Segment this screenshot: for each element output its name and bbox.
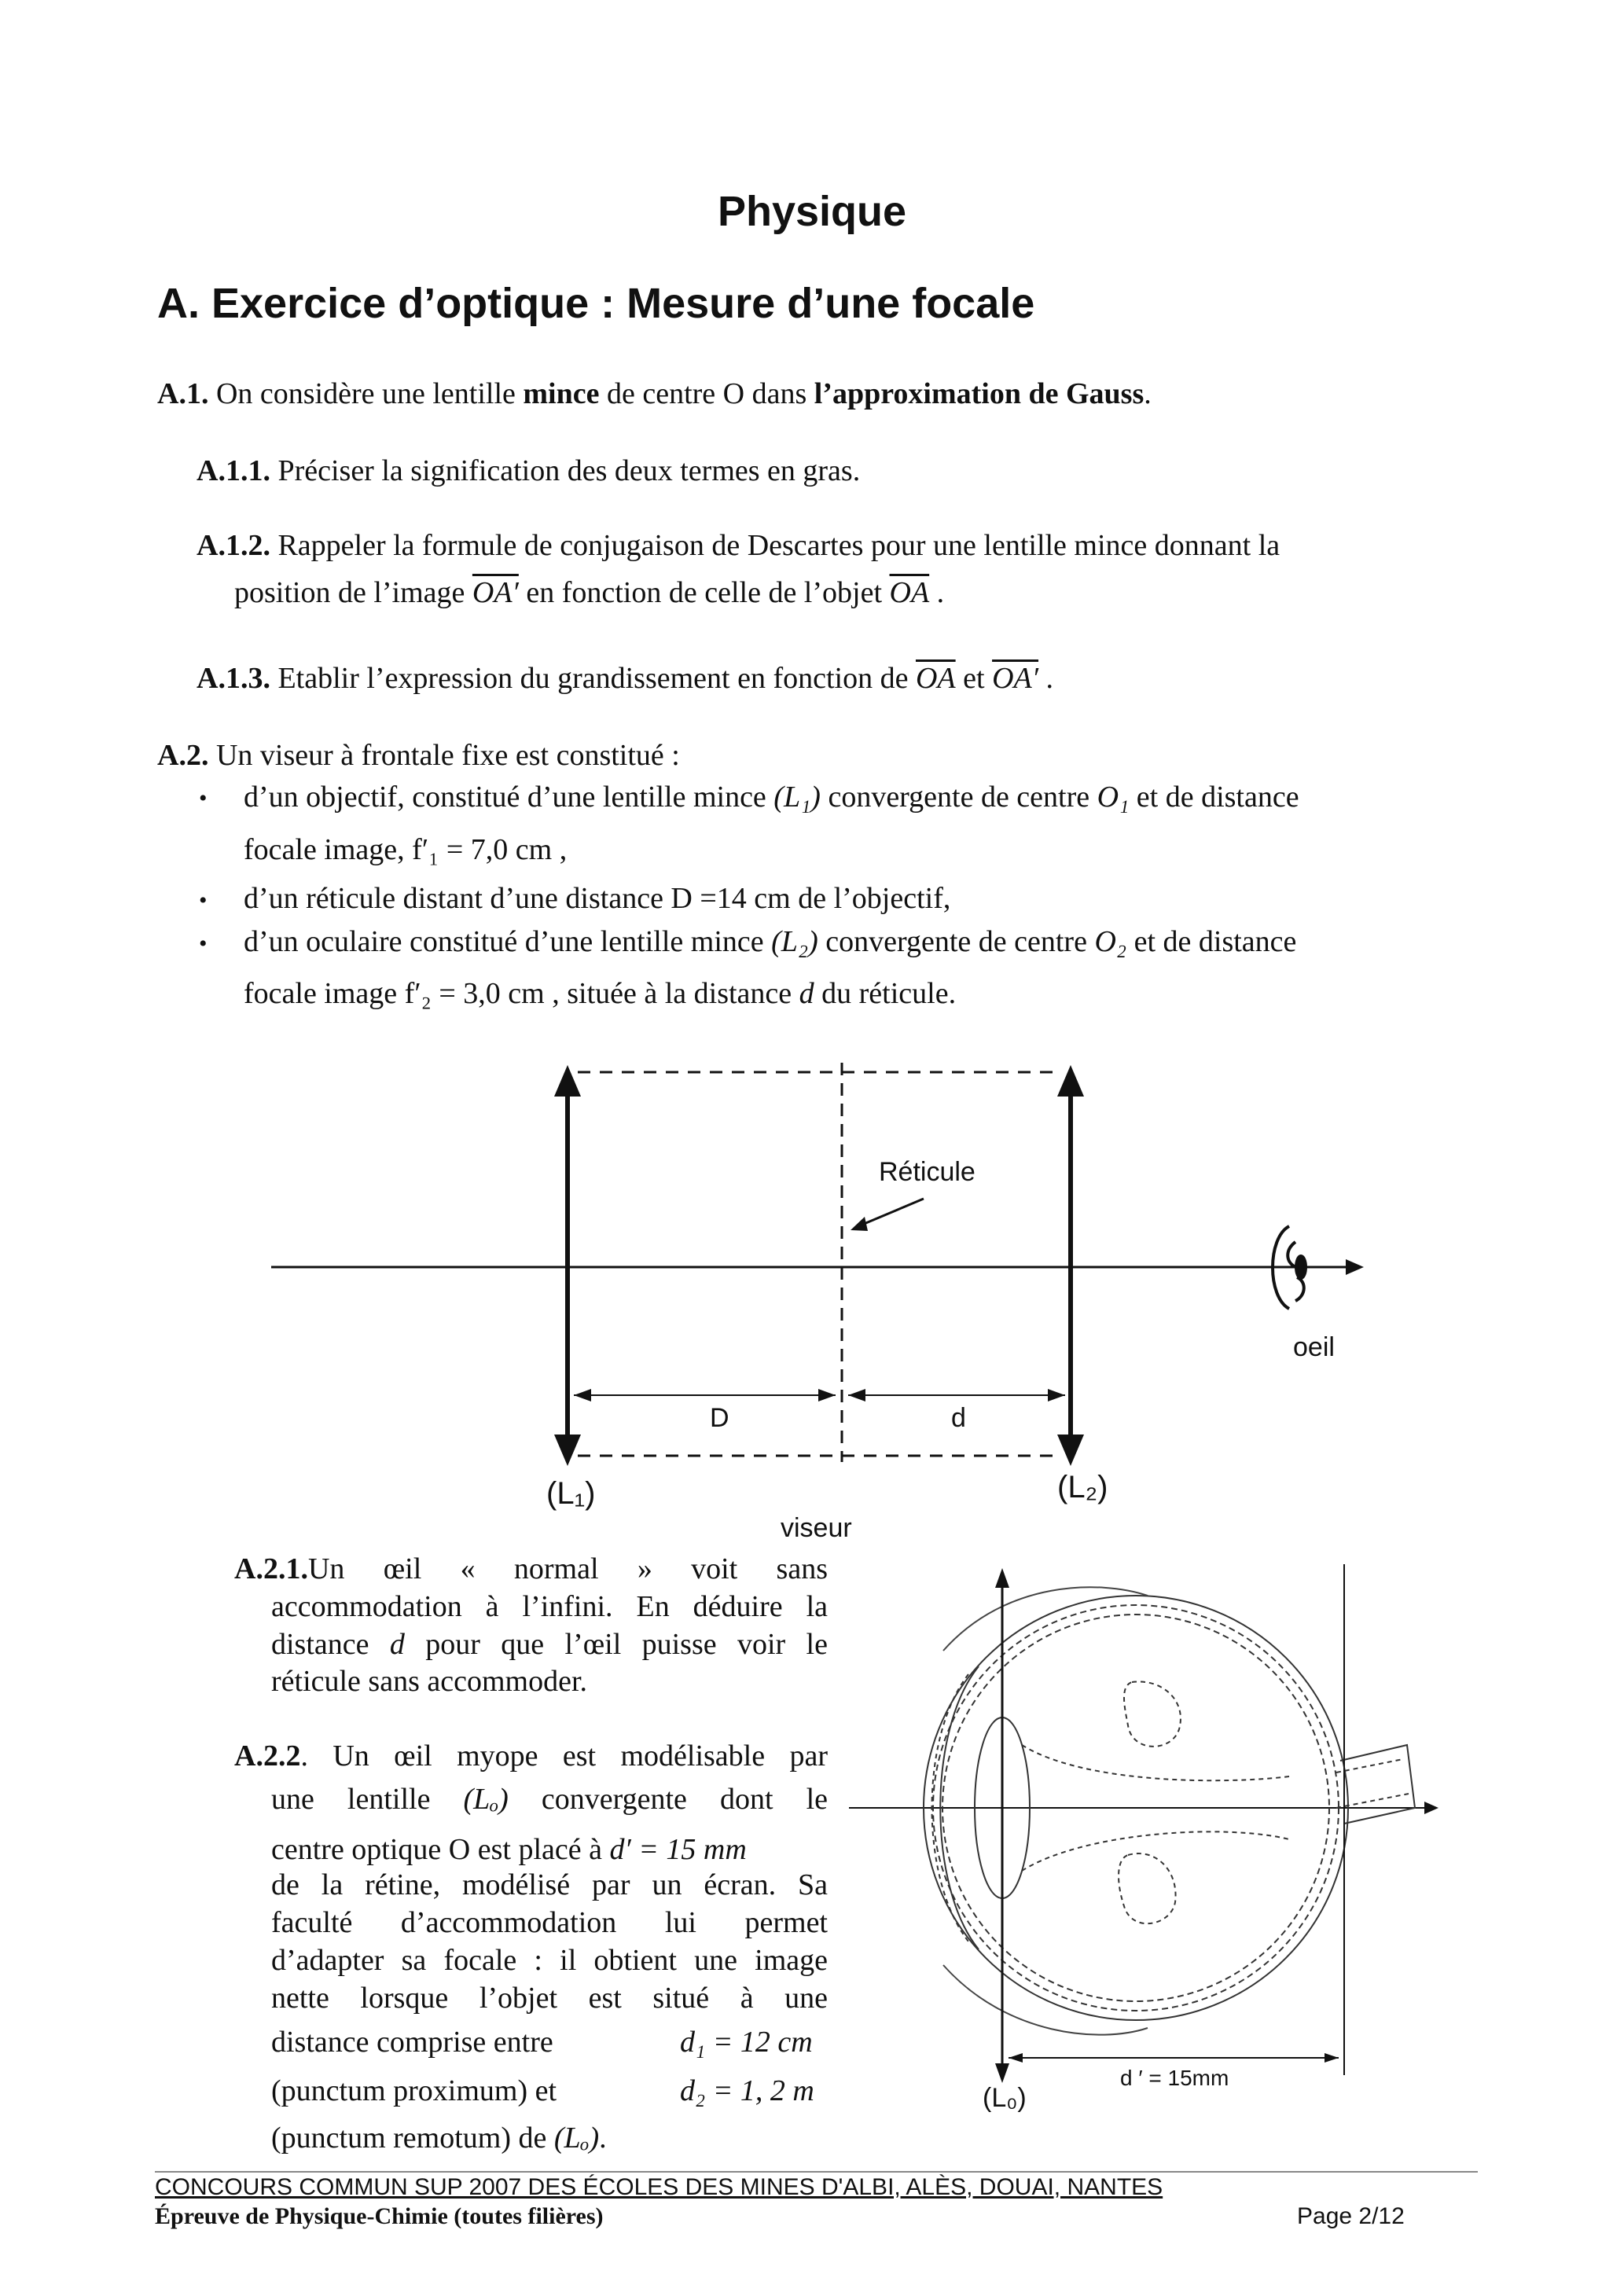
- section-title: A. Exercice d’optique : Mesure d’une focale: [157, 280, 1035, 327]
- bullet-dot: •: [199, 931, 208, 957]
- question-a12-line1: A.1.2. Rappeler la formule de conjugaison de Descartes pour une lentille mince donnant la: [197, 529, 1280, 562]
- dimension-dprime: [1009, 2053, 1339, 2063]
- lens-l0: [995, 1568, 1009, 2083]
- vector-oa: $\overline{OA}$: [889, 576, 930, 609]
- bullet-reticule: d’un réticule distant d’une distance D =14 cm de l’objectif,: [244, 882, 951, 915]
- page-title: Physique: [717, 188, 907, 235]
- question-a12-line2: position de l’image OA′ en fonction de celle de l’objet $\overline{OA}$ .: [234, 576, 945, 609]
- a21-line4: réticule sans accommoder.: [271, 1665, 588, 1698]
- bullet-dot: •: [199, 887, 208, 913]
- d-label: d: [951, 1403, 966, 1433]
- eyeball-drawing: [924, 1587, 1415, 2034]
- footer-page-number: Page 2/12: [1297, 2203, 1405, 2229]
- footer-divider: [155, 2171, 1478, 2173]
- a22-line4: de la rétine, modélisé par un écran. Sa: [271, 1868, 828, 1901]
- reticule-label: Réticule: [879, 1157, 976, 1187]
- a22-line6: d’adapter sa focale : il obtient une image: [271, 1944, 828, 1977]
- L2-label: (L₂): [1057, 1470, 1108, 1504]
- question-a2-intro: A.2. Un viseur à frontale fixe est constitué :: [157, 739, 680, 772]
- eye-label: oeil: [1293, 1332, 1335, 1362]
- a22-line3: centre optique O est placé à d′ = 15 mm: [271, 1833, 747, 1866]
- a22-line10: (punctum remotum) de (Lₒ).: [271, 2122, 607, 2155]
- a22-line8-text: distance comprise entre: [271, 2026, 553, 2059]
- bullet-objectif-line2: focale image, f′₁ = 7,0 cm ,: [244, 833, 568, 866]
- viseur-label: viseur: [781, 1513, 852, 1543]
- question-a1: A.1. On considère une lentille mince de centre O dans l’approximation de Gauss.: [157, 377, 1152, 410]
- question-number: A.1.: [157, 377, 209, 410]
- L0-label: (L₀): [983, 2083, 1027, 2113]
- a22-line7: nette lorsque l’objet est situé à une: [271, 1982, 828, 2015]
- L1-label: (L₁): [546, 1476, 596, 1511]
- footer-contest: CONCOURS COMMUN SUP 2007 DES ÉCOLES DES MINES D'ALBI, ALÈS, DOUAI, NANTES: [155, 2174, 1163, 2200]
- a21-line2: accommodation à l’infini. En déduire la: [271, 1590, 828, 1623]
- bullet-oculaire-line1: d’un oculaire constitué d’une lentille mince (L₂) convergente de centre O₂ et de distance: [244, 925, 1297, 958]
- footer-exam: Épreuve de Physique-Chimie (toutes filières): [155, 2203, 604, 2229]
- a22-line9-text: (punctum proximum) et: [271, 2074, 557, 2107]
- a22-d2: d₂ = 1, 2 m: [680, 2074, 814, 2107]
- vector-oa-prime: OA′: [472, 576, 519, 609]
- bullet-objectif-line1: d’un objectif, constitué d’une lentille mince (L₁) convergente de centre O₁ et de distance: [244, 781, 1299, 814]
- a22-line2: une lentille (Lₒ) convergente dont le: [271, 1783, 828, 1816]
- a22-line1: A.2.2. Un œil myope est modélisable par: [234, 1739, 828, 1773]
- bullet-dot: •: [199, 785, 208, 811]
- a22-d1: d₁ = 12 cm: [680, 2026, 813, 2059]
- a22-line5: faculté d’accommodation lui permet: [271, 1906, 828, 1939]
- question-a11: A.1.1. Préciser la signification des deux termes en gras.: [197, 454, 861, 487]
- a21-line1: A.2.1.Un œil « normal » voit sans: [234, 1552, 828, 1585]
- D-label: D: [710, 1403, 729, 1433]
- a21-line3: distance d pour que l’œil puisse voir le: [271, 1628, 828, 1661]
- dprime-label: d ′ = 15mm: [1120, 2066, 1229, 2090]
- question-a13: A.1.3. Etablir l’expression du grandissement en fonction de $\overline{OA}$ et OA′ .: [197, 662, 1054, 695]
- bullet-oculaire-line2: focale image f′₂ = 3,0 cm , située à la distance d du réticule.: [244, 977, 957, 1010]
